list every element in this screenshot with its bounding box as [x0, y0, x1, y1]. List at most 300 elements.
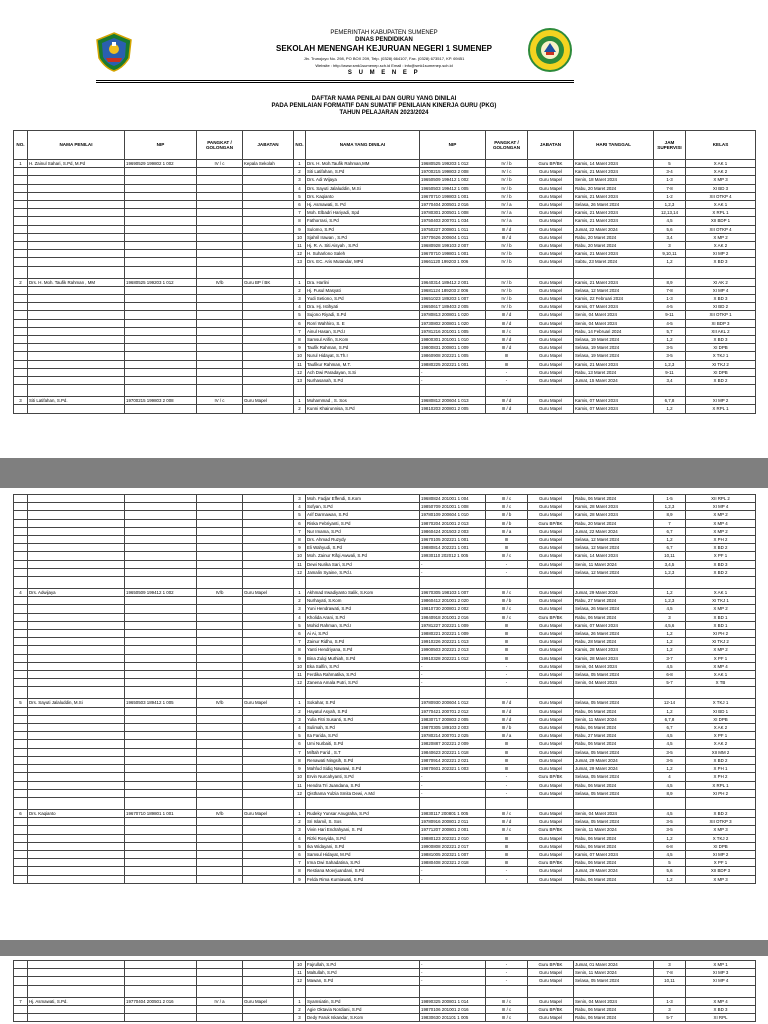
col-assessed-position-cell: Guru Mapel	[528, 679, 574, 687]
col-assessor-position-cell	[243, 654, 294, 662]
col-assessed-name-cell: Drs. Kaqianto	[306, 192, 420, 200]
col-assessor-nip-cell	[125, 303, 197, 311]
col-assessed-rank-cell: IV / a	[486, 201, 528, 209]
col-no-assessed-cell: 11	[294, 671, 306, 679]
col-day-date-cell: Selasa, 19 Maret 2024	[574, 336, 654, 344]
col-no-assessed-cell: 10	[294, 233, 306, 241]
col-hour-cell: 4,5	[654, 605, 686, 613]
col-assessed-position-cell: Guru Mapel	[528, 850, 574, 858]
col-hour-cell: 1,2	[654, 707, 686, 715]
col-assessed-position-cell: Guru Mapel	[528, 748, 574, 756]
col-assessed-name-cell: Mawan, S.Pd	[306, 977, 420, 985]
col-assessed-rank-cell: -	[486, 679, 528, 687]
col-assessor-nip-cell	[125, 985, 197, 997]
doc-subtitle: PADA PENILAIAN FORMATIF DAN SUMATIF PENILAIAN KINERJA GURU (PKG)	[271, 103, 497, 109]
col-assessor-nip-cell	[125, 773, 197, 781]
col-assessor-position-cell	[243, 519, 294, 527]
col-no-cell	[14, 344, 28, 352]
col-assessed-nip-cell: 19910328 202221 1 012	[420, 654, 486, 662]
col-day-date-cell: Senin, 11 Maret 2024	[574, 560, 654, 568]
table-row	[14, 818, 756, 826]
col-assessor-nip-cell	[125, 740, 197, 748]
col-assessed-rank-cell: IV / b	[486, 184, 528, 192]
col-assessed-name-cell: Fathorrasi, S.Pd	[306, 217, 420, 225]
col-assessed-name-cell: Sulimah, S.Pd	[306, 724, 420, 732]
col-no-cell	[14, 707, 28, 715]
col-assessed-name-cell: Umi Nurbaiti, S.Pd	[306, 740, 420, 748]
col-assessor-name-cell	[28, 715, 125, 723]
col-assessor-nip-cell	[125, 961, 197, 969]
col-hour-cell: 7-8	[654, 286, 686, 294]
col-no-assessed-cell	[294, 385, 306, 397]
col-assessor-name-cell	[28, 286, 125, 294]
col-assessor-name-cell: H. Zainul Sahari, S.Pd, M.Pd	[28, 160, 125, 168]
col-hour-cell: 3-5	[654, 826, 686, 834]
col-hour-cell: 12-14	[654, 699, 686, 707]
col-assessor-rank-cell	[197, 233, 243, 241]
col-assessed-nip-cell: 19860424 201503 2 003	[420, 527, 486, 535]
col-assessed-rank-cell: III / d	[486, 233, 528, 241]
col-assessor-name-cell	[28, 605, 125, 613]
col-assessor-name-cell	[28, 1005, 125, 1013]
col-assessed-nip-cell: 19880225 202221 1 001	[420, 360, 486, 368]
col-assessor-nip-cell	[125, 250, 197, 258]
col-hour-cell: 3	[654, 242, 686, 250]
col-assessor-position-cell	[243, 671, 294, 679]
col-day-date-cell: Senin, 11 Maret 2024	[574, 969, 654, 977]
col-no-cell	[14, 597, 28, 605]
assessor-table-continued-2	[13, 960, 756, 1022]
document-page-2	[0, 488, 768, 940]
col-assessed-nip-cell: 19880814 202221 1 001	[420, 544, 486, 552]
col-class-cell: XII OTKP 1	[686, 311, 756, 319]
table-row	[14, 997, 756, 1005]
table-row	[14, 662, 756, 670]
col-no-assessed-cell: 3	[294, 295, 306, 303]
col-assessor-name-cell	[28, 765, 125, 773]
col-assessed-nip-cell: -	[420, 662, 486, 670]
col-class-cell: XI MP 3	[686, 969, 756, 977]
col-assessed-nip-cell: 19830117 200801 1 005	[420, 809, 486, 817]
col-assessor-name-cell	[28, 842, 125, 850]
col-assessed-name-cell: H. Suharlono Saleh	[306, 250, 420, 258]
col-assessed-name-cell: Hayatul Asyah, S.Pd	[306, 707, 420, 715]
col-day-date-cell: Selasa, 05 Maret 2024	[574, 818, 654, 826]
col-assessed-name-cell: Syamsiatin, S.Pd	[306, 997, 420, 1005]
col-assessed-rank-cell: IV / b	[486, 192, 528, 200]
col-assessor-position-cell	[243, 250, 294, 258]
table-row	[14, 597, 756, 605]
col-assessor-position-cell	[243, 1005, 294, 1013]
col-assessed-rank-cell: IV / b	[486, 286, 528, 294]
col-assessed-name-cell: Sjahril Irawan , S.Pd	[306, 233, 420, 241]
col-assessed-nip-cell: 19810203 200801 2 005	[420, 405, 486, 413]
col-no-cell	[14, 662, 28, 670]
table-row	[14, 250, 756, 258]
table-row	[14, 732, 756, 740]
col-assessor-rank-cell	[197, 875, 243, 883]
col-assessor-rank-cell	[197, 748, 243, 756]
col-assessor-rank-cell	[197, 385, 243, 397]
col-class-cell: X MP 2	[686, 511, 756, 519]
col-assessor-position-cell	[243, 303, 294, 311]
col-assessed-name-cell: Ferdika Rahmatika, S.Pd	[306, 671, 420, 679]
col-no-cell	[14, 233, 28, 241]
col-assessed-position-cell: Guru Mapel	[528, 176, 574, 184]
col-assessor-rank-cell	[197, 605, 243, 613]
col-no-cell	[14, 527, 28, 535]
col-assessor-rank-cell	[197, 597, 243, 605]
col-assessor-position-cell	[243, 1014, 294, 1022]
col-day-date-cell: Selasa, 05 Maret 2024	[574, 671, 654, 679]
col-assessed-position-cell: Guru Mapel	[528, 875, 574, 883]
col-assessed-nip-cell: 19651023 189203 1 007	[420, 295, 486, 303]
col-assessor-nip-cell: 19770404 200501 2 016	[125, 997, 197, 1005]
col-assessed-name-cell	[306, 385, 420, 397]
col-class-cell: X MP 4	[686, 519, 756, 527]
col-assessed-position-cell: Guru Mapel	[528, 184, 574, 192]
col-assessor-rank-cell	[197, 630, 243, 638]
col-day-date-cell: Selasa, 19 Maret 2024	[574, 352, 654, 360]
col-assessor-name-cell	[28, 352, 125, 360]
col-assessor-nip-header: NIP	[125, 131, 197, 160]
col-assessor-name-cell	[28, 327, 125, 335]
col-assessor-rank-cell	[197, 679, 243, 687]
table-row	[14, 377, 756, 385]
col-no-cell	[14, 544, 28, 552]
col-assessor-name-cell	[28, 597, 125, 605]
col-assessor-rank-cell	[197, 527, 243, 535]
col-day-date-cell: Rabu, 06 Maret 2024	[574, 1005, 654, 1013]
table-row	[14, 646, 756, 654]
col-no-assessed-cell	[294, 577, 306, 589]
col-assessed-rank-cell: III	[486, 646, 528, 654]
col-class-cell: X MP 4	[686, 662, 756, 670]
col-assessor-name-cell	[28, 168, 125, 176]
assessor-table-continued	[13, 494, 756, 884]
col-assessor-name-cell	[28, 756, 125, 764]
col-assessor-rank-cell	[197, 250, 243, 258]
col-no-cell	[14, 242, 28, 250]
col-day-date-cell: Senin, 04 Maret 2024	[574, 662, 654, 670]
col-class-cell: X MP 2	[686, 646, 756, 654]
col-hour-cell: 1,2	[654, 834, 686, 842]
col-assessor-name-cell	[28, 377, 125, 385]
col-assessed-nip-cell: -	[420, 679, 486, 687]
col-assessor-nip-cell	[125, 209, 197, 217]
col-no-cell	[14, 621, 28, 629]
col-assessed-nip-cell	[420, 266, 486, 278]
col-day-date-cell: Rabu, 06 Maret 2024	[574, 842, 654, 850]
col-assessed-nip-cell: 19910226 202221 1 013	[420, 638, 486, 646]
col-no-cell	[14, 985, 28, 997]
col-no-cell	[14, 826, 28, 834]
col-assessor-nip-cell	[125, 834, 197, 842]
col-no-assessed-cell: 5	[294, 192, 306, 200]
col-assessor-rank-cell	[197, 621, 243, 629]
col-assessed-rank-cell: IV / b	[486, 278, 528, 286]
col-assessor-rank-cell	[197, 867, 243, 875]
col-no-assessed-cell: 4	[294, 503, 306, 511]
col-assessed-rank-cell: III / b	[486, 597, 528, 605]
col-no-cell: 3	[14, 397, 28, 405]
col-class-cell	[686, 266, 756, 278]
col-assessed-nip-cell: -	[420, 560, 486, 568]
col-day-date-cell: Selasa, 19 Maret 2024	[574, 344, 654, 352]
table-row	[14, 192, 756, 200]
col-no-cell	[14, 377, 28, 385]
col-assessor-rank-cell	[197, 217, 243, 225]
col-assessor-position-cell: Guru BP / BK	[243, 278, 294, 286]
col-assessor-position-cell	[243, 568, 294, 576]
col-assessor-name-cell	[28, 789, 125, 797]
col-assessed-name-cell: Yuni Hendrawati, S.Pd	[306, 605, 420, 613]
col-assessed-position-cell: Guru Mapel	[528, 638, 574, 646]
col-assessor-position-cell	[243, 773, 294, 781]
col-class-cell: X MP 2	[686, 233, 756, 241]
col-assessed-position-cell: Guru Mapel	[528, 360, 574, 368]
col-day-date-cell: Selasa, 12 Maret 2024	[574, 568, 654, 576]
col-no-cell	[14, 875, 28, 883]
col-assessor-rank-cell	[197, 756, 243, 764]
table-row	[14, 977, 756, 985]
col-hour-cell: 5-7	[654, 1014, 686, 1022]
col-assessed-nip-cell: 19730802 200801 1 020	[420, 319, 486, 327]
col-class-cell: X TKJ 1	[686, 352, 756, 360]
col-assessor-rank-cell: IV / c	[197, 160, 243, 168]
col-class-cell: XII MM 2	[686, 748, 756, 756]
col-assessor-rank-cell	[197, 724, 243, 732]
col-class-cell: X MP 3	[686, 826, 756, 834]
col-day-date-cell: Kamis, 28 Maret 2024	[574, 646, 654, 654]
col-assessor-rank-cell: IV/b	[197, 809, 243, 817]
col-class-cell: X PH 2	[686, 773, 756, 781]
col-assessed-position-cell: Guru Mapel	[528, 405, 574, 413]
table-row	[14, 630, 756, 638]
col-class-cell: X AK 2	[686, 168, 756, 176]
col-assessor-rank-cell	[197, 654, 243, 662]
col-assessed-name-cell: Moh. Elbadri Hariyadi, Spd	[306, 209, 420, 217]
col-hour-cell: 3,4,5	[654, 560, 686, 568]
col-day-date-cell: Senin, 04 Maret 2024	[574, 679, 654, 687]
col-no-cell	[14, 789, 28, 797]
col-day-date-cell: Selasa, 26 Maret 2024	[574, 201, 654, 209]
col-assessor-position-cell	[243, 756, 294, 764]
col-assessor-position-cell	[243, 184, 294, 192]
col-day-date-cell	[574, 985, 654, 997]
col-no-cell	[14, 613, 28, 621]
col-assessed-rank-cell	[486, 985, 528, 997]
col-class-cell: XI BD 2	[686, 303, 756, 311]
col-no-cell	[14, 184, 28, 192]
col-class-cell	[686, 385, 756, 397]
col-assessor-rank-cell	[197, 336, 243, 344]
col-class-cell: XI TKJ 1	[686, 597, 756, 605]
col-assessor-position-cell	[243, 192, 294, 200]
col-no-cell	[14, 311, 28, 319]
table-row	[14, 303, 756, 311]
col-assessor-rank-cell	[197, 242, 243, 250]
school-contact: Website : http://www.smk1sumenep.sch.id Email : info@smk1sumenep.sch.id	[315, 63, 453, 68]
col-no-assessed-cell	[294, 985, 306, 997]
col-no-cell: 5	[14, 699, 28, 707]
col-assessed-name-cell: Eli Wahyudi, S.Pd	[306, 544, 420, 552]
col-no-cell	[14, 568, 28, 576]
col-assessed-position-cell: Guru BP/BK	[528, 519, 574, 527]
col-assessor-rank-cell	[197, 405, 243, 413]
col-assessed-rank-cell: IV / b	[486, 176, 528, 184]
col-assessor-rank-cell	[197, 732, 243, 740]
col-day-date-cell: Kamis, 28 Maret 2024	[574, 511, 654, 519]
col-assessed-rank-cell: -	[486, 377, 528, 385]
col-day-date-cell: Selasa, 12 Maret 2024	[574, 544, 654, 552]
col-assessed-rank-cell: III / d	[486, 319, 528, 327]
col-assessed-rank-cell: III	[486, 765, 528, 773]
col-no-cell	[14, 336, 28, 344]
col-assessor-name-cell	[28, 826, 125, 834]
table-row	[14, 168, 756, 176]
col-no-cell	[14, 201, 28, 209]
col-assessor-position-cell	[243, 842, 294, 850]
col-assessor-name-cell	[28, 1014, 125, 1022]
col-assessed-rank-cell: IV / b	[486, 250, 528, 258]
col-hour-cell: 4-5	[654, 303, 686, 311]
col-day-date-cell: Kamis, 07 Maret 2024	[574, 397, 654, 405]
col-assessor-name-cell	[28, 834, 125, 842]
col-no-cell	[14, 850, 28, 858]
col-day-date-cell: Selasa, 26 Maret 2024	[574, 630, 654, 638]
col-assessor-nip-cell	[125, 765, 197, 773]
col-assessed-rank-cell: III	[486, 621, 528, 629]
col-assessed-rank-cell: III	[486, 850, 528, 858]
table-row	[14, 311, 756, 319]
table-row	[14, 176, 756, 184]
table-row	[14, 715, 756, 723]
col-assessor-name-cell: Drs. Sayuti Jalaluddin, M.Si	[28, 699, 125, 707]
col-assessor-nip-cell	[125, 385, 197, 397]
col-day-date-cell: Jumat, 22 Maret 2024	[574, 527, 654, 535]
col-day-date-cell: Kamis, 21 Maret 2024	[574, 192, 654, 200]
col-assessed-name-cell: Akhmad Irwadiyanto Salik, S.Kom	[306, 589, 420, 597]
col-class-cell: X AK 2	[686, 242, 756, 250]
col-assessor-name-cell	[28, 192, 125, 200]
col-assessed-position-cell: Guru Mapel	[528, 977, 574, 985]
col-no-assessed-cell: 7	[294, 859, 306, 867]
col-assessor-nip-cell	[125, 724, 197, 732]
col-hour-cell: 3-5	[654, 748, 686, 756]
table-row	[14, 826, 756, 834]
col-assessor-position-cell	[243, 503, 294, 511]
col-assessor-nip-cell	[125, 336, 197, 344]
col-assessed-position-cell: Guru Mapel	[528, 605, 574, 613]
col-hour-cell: 9-11	[654, 368, 686, 376]
col-no-assessed-cell: 2	[294, 818, 306, 826]
col-assessed-position-cell: Guru Mapel	[528, 233, 574, 241]
col-assessor-position-cell	[243, 781, 294, 789]
col-day-date-cell: Sabtu, 23 Maret 2024	[574, 258, 654, 266]
col-assessor-rank-cell	[197, 646, 243, 654]
table-row	[14, 756, 756, 764]
col-assessed-name-cell: Samsul Hidayat, M.Pd	[306, 850, 420, 858]
col-assessed-position-cell: Guru Mapel	[528, 997, 574, 1005]
col-assessor-name-cell	[28, 613, 125, 621]
col-assessor-position-cell	[243, 295, 294, 303]
col-no-assessed-cell: 6	[294, 850, 306, 858]
col-hour-cell: 3-7	[654, 654, 686, 662]
col-assessed-nip-cell: -	[420, 789, 486, 797]
col-no-cell: 4	[14, 589, 28, 597]
col-assessor-name-cell: Siti Latifahan, S.Pd.	[28, 397, 125, 405]
col-assessed-name-cell: Drs. EC. Aris Mutandar, MPd	[306, 258, 420, 266]
table-row	[14, 842, 756, 850]
col-assessed-name-cell: Kunni Khairunnisa, S.Pd	[306, 405, 420, 413]
table-row	[14, 242, 756, 250]
col-assessed-nip-cell: 19810730 200801 2 002	[420, 605, 486, 613]
col-assessed-position-cell: Guru BP/BK	[528, 160, 574, 168]
col-assessor-position-cell	[243, 327, 294, 335]
col-no-assessed-cell: 8	[294, 867, 306, 875]
col-no-assessed-cell	[294, 797, 306, 809]
col-no-assessed-cell: 12	[294, 977, 306, 985]
col-class-cell: XI PH 2	[686, 789, 756, 797]
col-assessor-nip-cell	[125, 1005, 197, 1013]
col-day-date-cell: Selasa, 12 Maret 2024	[574, 536, 654, 544]
col-no-assessed-cell: 13	[294, 377, 306, 385]
table-row	[14, 1005, 756, 1013]
col-assessor-name-cell	[28, 646, 125, 654]
table-row	[14, 699, 756, 707]
table-row	[14, 859, 756, 867]
col-assessed-rank-cell: III / d	[486, 397, 528, 405]
col-assessed-position-cell: Guru Mapel	[528, 278, 574, 286]
col-class-cell: XII BDP 1	[686, 217, 756, 225]
col-no-assessed-cell: 10	[294, 352, 306, 360]
col-no-cell	[14, 781, 28, 789]
col-hour-cell: 10,11	[654, 977, 686, 985]
col-class-cell: X BD 3	[686, 295, 756, 303]
col-assessor-nip-cell	[125, 679, 197, 687]
col-class-cell: X TKJ 1	[686, 699, 756, 707]
col-assessed-rank-cell: III / d	[486, 699, 528, 707]
col-assessed-position-cell: Guru Mapel	[528, 344, 574, 352]
col-hour-cell: 1,2	[654, 405, 686, 413]
col-no-assessed-cell: 7	[294, 748, 306, 756]
col-assessed-nip-cell: 19800301 201001 1 010	[420, 336, 486, 344]
col-no-cell: 6	[14, 809, 28, 817]
col-assessed-rank-cell	[486, 385, 528, 397]
col-assessor-name-cell	[28, 344, 125, 352]
col-assessor-name-cell	[28, 336, 125, 344]
col-assessor-name-cell	[28, 311, 125, 319]
col-assessor-nip-cell	[125, 311, 197, 319]
col-no-cell	[14, 536, 28, 544]
col-no-cell	[14, 217, 28, 225]
col-assessed-name-cell: Ai Ai, S.Pd	[306, 630, 420, 638]
col-assessor-name-cell	[28, 242, 125, 250]
table-row	[14, 319, 756, 327]
col-assessor-position-cell	[243, 168, 294, 176]
col-no-assessed-cell: 8	[294, 756, 306, 764]
col-no-assessed-cell: 9	[294, 875, 306, 883]
col-hour-cell: 3	[654, 613, 686, 621]
col-assessor-position-cell	[243, 765, 294, 773]
col-assessed-name-cell: Ika Widayani, S.Pd	[306, 842, 420, 850]
col-assessor-position-cell	[243, 613, 294, 621]
col-assessed-rank-header: PANGKAT / GOLONGAN	[486, 131, 528, 160]
col-hour-cell: 4,5	[654, 662, 686, 670]
col-class-cell: X BD 3	[686, 336, 756, 344]
col-no-cell	[14, 765, 28, 773]
